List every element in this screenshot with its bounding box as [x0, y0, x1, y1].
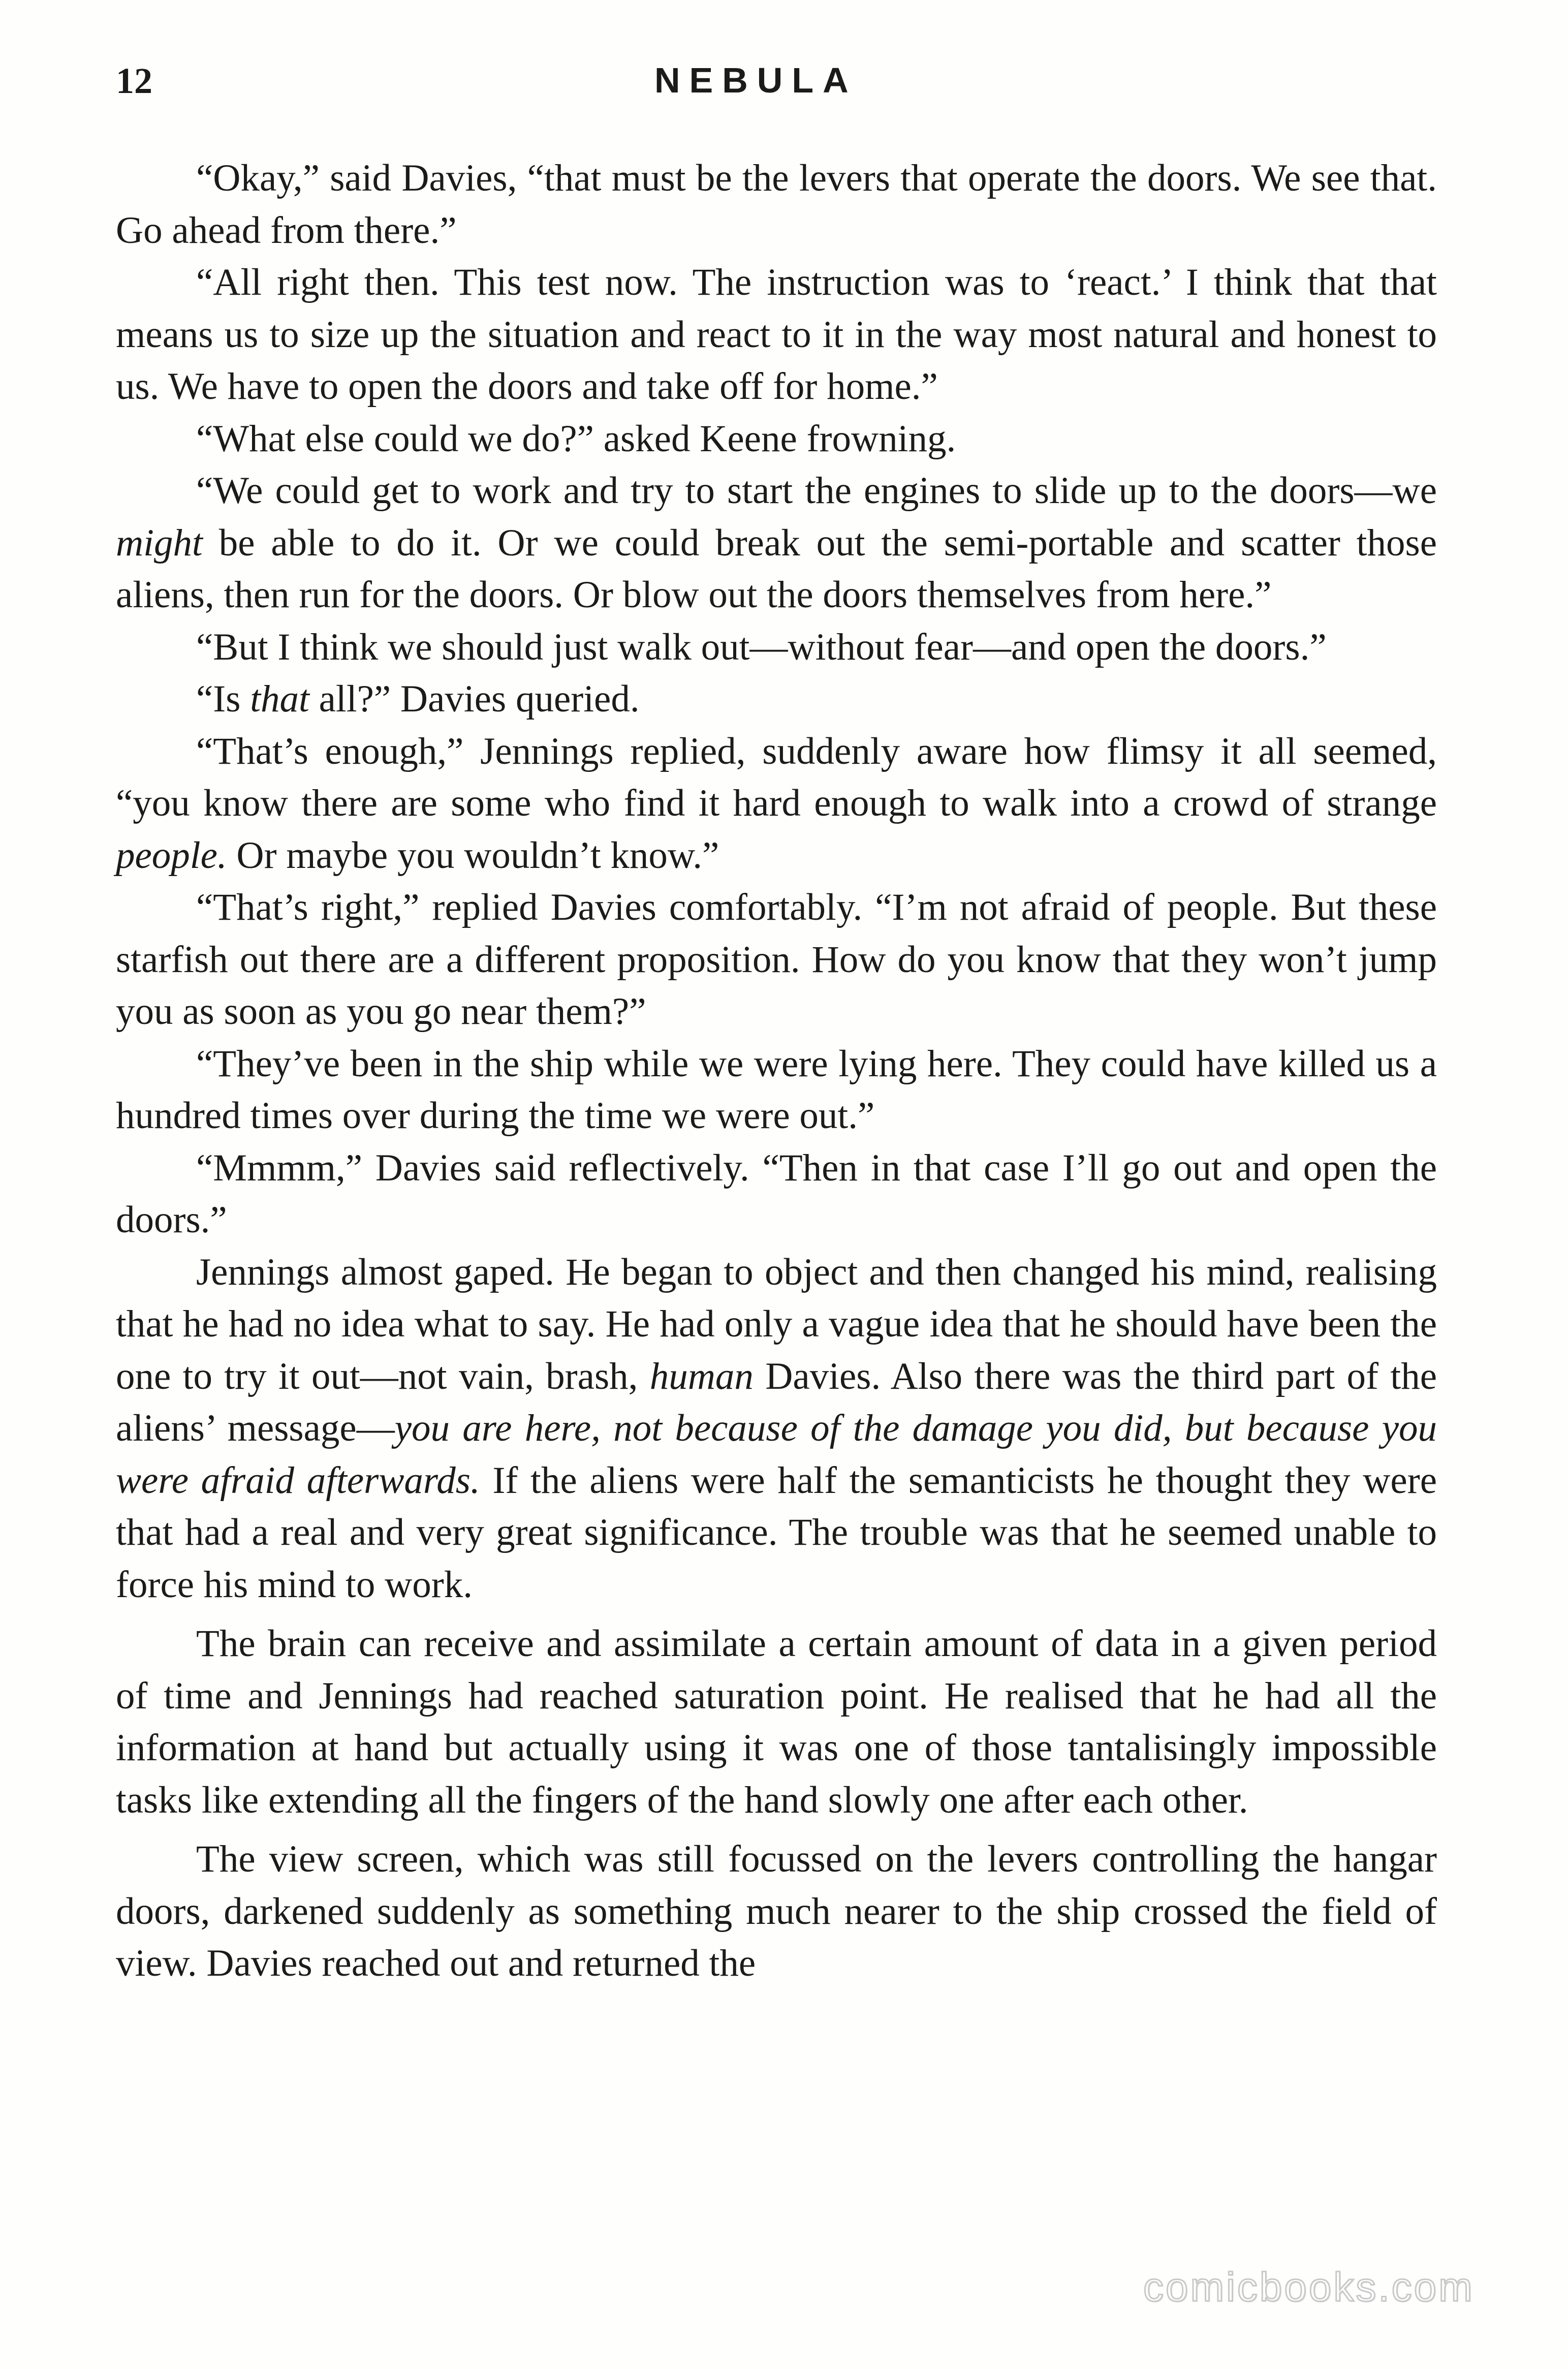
text-run: “Mmmm,” Davies said reflectively. “Then in that case I’ll go out and open the doors.” — [116, 1146, 1437, 1241]
paragraph — [116, 1246, 1437, 1611]
paragraph — [116, 673, 1437, 726]
paragraph — [116, 465, 1437, 621]
page-number: 12 — [116, 60, 152, 101]
paragraph — [116, 152, 1437, 257]
text-run: “We could get to work and try to start the engines to slide up to the doors—we — [196, 470, 1437, 512]
paragraph — [116, 621, 1437, 674]
italic-text: you are here, not because of the damage you did, but because you were afraid afterwards. — [116, 1407, 1437, 1502]
text-run: “But I think we should just walk out—without fear—and open the doors.” — [196, 626, 1327, 668]
text-run: “Is — [196, 678, 250, 720]
text-run: The brain can receive and assimilate a certain amount of data in a given period of time and Jennings had reached saturation point. He realised that he had all the information at hand but actually using it was one of those tantalisingly impossible tasks like extending all the fingers of the hand slowly one after each other. — [116, 1623, 1437, 1821]
text-run: If the aliens were half the semanticists he thought they were that had a real and very great significance. The trouble was that he seemed unable to force his mind to work. — [116, 1459, 1437, 1606]
italic-text: that — [250, 678, 309, 720]
page-header — [116, 60, 1437, 116]
paragraph — [116, 726, 1437, 882]
paragraph — [116, 1618, 1437, 1826]
italic-text: might — [116, 521, 203, 564]
text-run: Or maybe you wouldn’t know.” — [227, 834, 719, 877]
text-run: “All right then. This test now. The instruction was to ‘react.’ I think that that means us to size up the situation and react to it in the way most natural and honest to us. We have to open the doors and take off for home.” — [116, 261, 1437, 408]
italic-text: human — [649, 1355, 754, 1397]
paragraph — [116, 882, 1437, 1038]
italic-text: people. — [116, 834, 227, 877]
running-title: NEBULA — [654, 60, 858, 100]
text-run: “What else could we do?” asked Keene frowning. — [196, 417, 956, 460]
text-run: “Okay,” said Davies, “that must be the levers that operate the doors. We see that. Go ahead from there.” — [116, 157, 1437, 252]
text-run: all?” Davies queried. — [309, 678, 640, 720]
text-run: “That’s enough,” Jennings replied, suddenly aware how flimsy it all seemed, “you know there are some who find it hard enough to walk into a crowd of strange — [116, 730, 1437, 824]
text-run: “They’ve been in the ship while we were lying here. They could have killed us a hundred times over during the time we were out.” — [116, 1042, 1437, 1137]
body-text — [116, 152, 1437, 1990]
text-run: “That’s right,” replied Davies comfortably. “I’m not afraid of people. But these starfish out there are a different proposition. How do you know that they won’t jump you as soon as you go near them?” — [116, 886, 1437, 1033]
text-run: Jennings almost gaped. He began to object and then changed his mind, realising that he had no idea what to say. He had only a vague idea that he should have been the one to try it out—not vain, brash, — [116, 1251, 1437, 1397]
text-run: be able to do it. Or we could break out the semi-portable and scatter those aliens, then run for the doors. Or blow out the doors themselves from here.” — [116, 521, 1437, 616]
paragraph — [116, 257, 1437, 413]
text-run: Davies. Also there was the third part of the aliens’ message— — [116, 1355, 1437, 1449]
paragraph — [116, 1142, 1437, 1246]
paragraph — [116, 1038, 1437, 1142]
paragraph — [116, 1833, 1437, 1990]
text-run: The view screen, which was still focussed on the levers controlling the hangar doors, darkened suddenly as something much nearer to the ship crossed the field of view. Davies reached out and returned the — [116, 1838, 1437, 1984]
paragraph — [116, 413, 1437, 465]
watermark: comicbooks.com — [1143, 2264, 1475, 2310]
